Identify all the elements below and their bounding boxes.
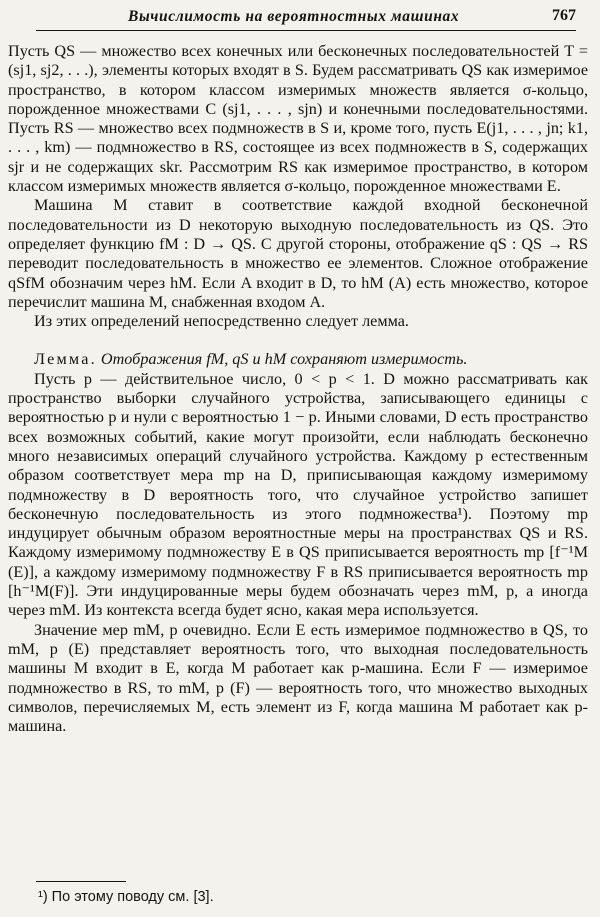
footnote-rule [36, 881, 126, 882]
paragraph-machine-mapping: Машина M ставит в соответствие каждой входной бесконечной последовательности из D некоторую выходную последовательность из QS. Это определяет функцию fM : D → QS. С другой стороны, отображение qS : QS → RS переводит последовательность в множество ее элементов. Сложное отображение qSfM обозначим через hM. Если A входит в D, то hM (A) есть множество, которое перечислит машина M, снабженная входом A. [8, 196, 588, 311]
lemma-word: Лемма. [34, 350, 97, 369]
page-body [8, 42, 588, 736]
paragraph-measurable-spaces: Пусть QS — множество всех конечных или бесконечных последовательностей T = (sj1, sj2, . . .), элементы которых входят в S. Будем рассматривать QS как измеримое пространство, в котором классом измеримых множеств является σ-кольцо, порожденное множествами C (sj1, . . . , sjn) и конечными последовательностями. Пусть RS — множество всех подмножеств в S и, кроме того, пусть E(j1, . . . , jn; k1, . . . , km) — подмножество в RS, состоящее из всех подмножеств в S, содержащих sjr и не содержащих skr. Рассмотрим RS как измеримое пространство, в котором классом измеримых множеств является σ-кольцо, порожденное множествами E. [8, 42, 588, 196]
paragraph-probability-measure: Пусть p — действительное число, 0 < p < 1. D можно рассматривать как пространство выборки случайного устройства, записывающего единицы с вероятностью p и нули с вероятностью 1 − p. Иными словами, D есть пространство всех возможных событий, какие могут произойти, если наблюдать бесконечно много независимых операций случайного устройства. Каждому p естественным образом соответствует мера mp на D, приписывающая каждому измеримому подмножеству в D вероятность того, что случайное устройство запишет бесконечную последовательность из этого подмножества¹). Поэтому mp индуцирует обычным образом вероятностные меры на пространствах QS и RS. Каждому измеримому подмножеству E в QS приписывается вероятность mp [f⁻¹M (E)], а каждому измеримому подмножеству F в RS приписывается вероятность mp [h⁻¹M(F)]. Эти индуцированные меры будем обозначать через mM, p, а иногда через mM. Из контекста всегда будет ясно, какая мера используется. [8, 369, 588, 620]
header-rule [36, 30, 576, 31]
running-head [36, 4, 576, 32]
footnote: ¹) По этому поводу см. [3]. [38, 889, 214, 905]
running-title: Вычислимость на вероятностных машинах [128, 8, 460, 25]
lemma-statement: Отображения fM, qS и hM сохраняют измеримость. [100, 350, 468, 369]
section-gap [8, 331, 588, 350]
page-number: 767 [552, 7, 576, 24]
lemma [8, 350, 588, 369]
paragraph-lemma-lead: Из этих определений непосредственно следует лемма. [34, 312, 409, 331]
paragraph-measure-meaning: Значение мер mM, p очевидно. Если E есть измеримое подмножество в QS, то mM, p (E) представляет вероятность того, что выходная последовательность машины M входит в E, когда M работает как p-машина. Если F — измеримое подмножество в RS, то mM, p (F) — вероятность того, что множество выходных символов, перечисляемых M, есть элемент из F, когда машина M работает как p-машина. [8, 620, 588, 736]
